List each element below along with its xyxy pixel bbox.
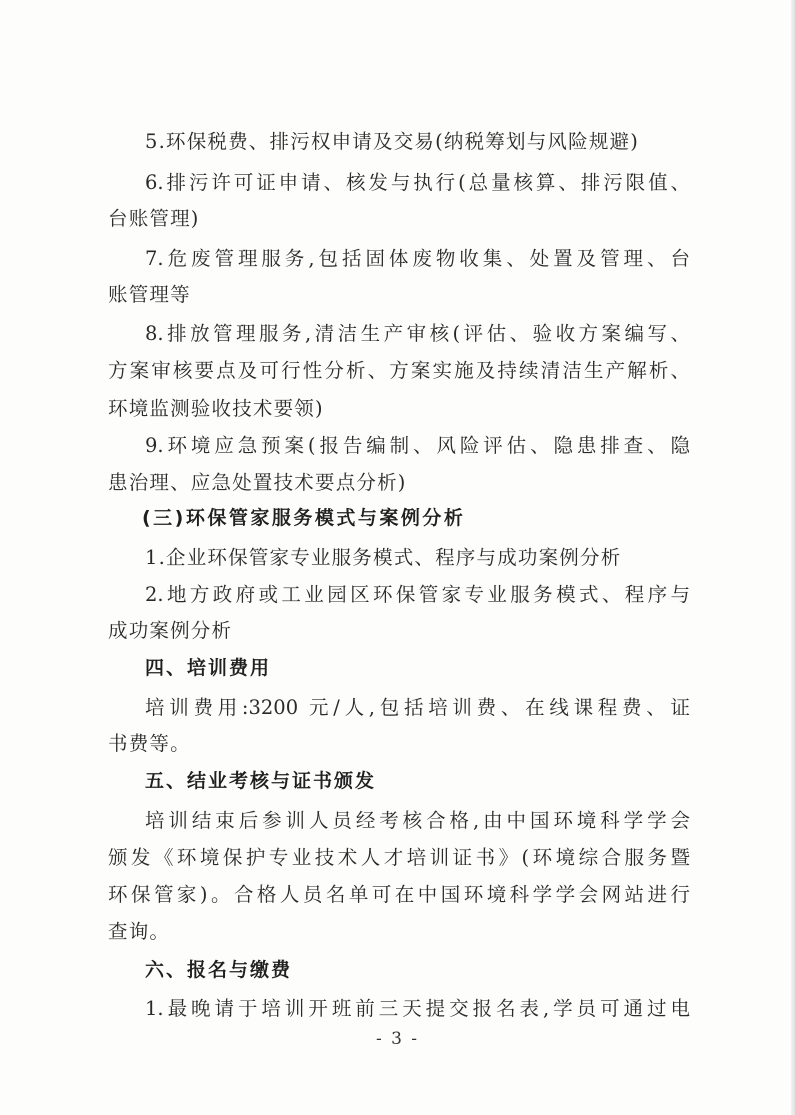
certificate-paragraph-cont-3: 查询。: [108, 920, 171, 943]
list-item-9: 9.环境应急预案(报告编制、风险评估、隐患排查、隐: [145, 434, 690, 457]
certificate-paragraph: 培训结束后参训人员经考核合格,由中国环境科学学会: [145, 809, 690, 832]
fees-paragraph: 培训费用:3200 元/人,包括培训费、在线课程费、证: [145, 696, 690, 719]
registration-item-1: 1.最晚请于培训开班前三天提交报名表,学员可通过电: [145, 997, 690, 1020]
list-item-8: 8.排放管理服务,清洁生产审核(评估、验收方案编写、: [145, 322, 690, 345]
section-heading-fees: 四、培训费用: [145, 657, 272, 679]
list-item-8-cont-2: 环境监测验收技术要领): [108, 397, 324, 420]
fees-paragraph-cont: 书费等。: [108, 732, 191, 755]
subsection-heading-3: (三)环保管家服务模式与案例分析: [142, 507, 466, 529]
certificate-paragraph-cont-2: 环保管家)。合格人员名单可在中国环境科学学会网站进行: [108, 883, 690, 906]
certificate-paragraph-cont-1: 颁发《环境保护专业技术人才培训证书》(环境综合服务暨: [108, 846, 690, 869]
section-heading-registration: 六、报名与缴费: [145, 959, 293, 981]
page-edge: [791, 0, 795, 1115]
list-item-8-cont-1: 方案审核要点及可行性分析、方案实施及持续清洁生产解析、: [108, 359, 690, 382]
list-item-7-cont: 账管理等: [108, 283, 191, 306]
list-item-5: 5.环保税费、排污权申请及交易(纳税筹划与风险规避): [145, 130, 640, 153]
case-item-2: 2.地方政府或工业园区环保管家专业服务模式、程序与: [145, 583, 690, 606]
page-number: - 3 -: [375, 1029, 420, 1049]
case-item-2-cont: 成功案例分析: [108, 619, 233, 642]
list-item-9-cont: 患治理、应急处置技术要点分析): [108, 471, 407, 494]
case-item-1: 1.企业环保管家专业服务模式、程序与成功案例分析: [145, 546, 622, 569]
list-item-6: 6.排污许可证申请、核发与执行(总量核算、排污限值、: [145, 171, 690, 194]
section-heading-certificate: 五、结业考核与证书颁发: [145, 770, 377, 792]
list-item-6-cont: 台账管理): [108, 207, 200, 230]
list-item-7: 7.危废管理服务,包括固体废物收集、处置及管理、台: [145, 247, 690, 270]
